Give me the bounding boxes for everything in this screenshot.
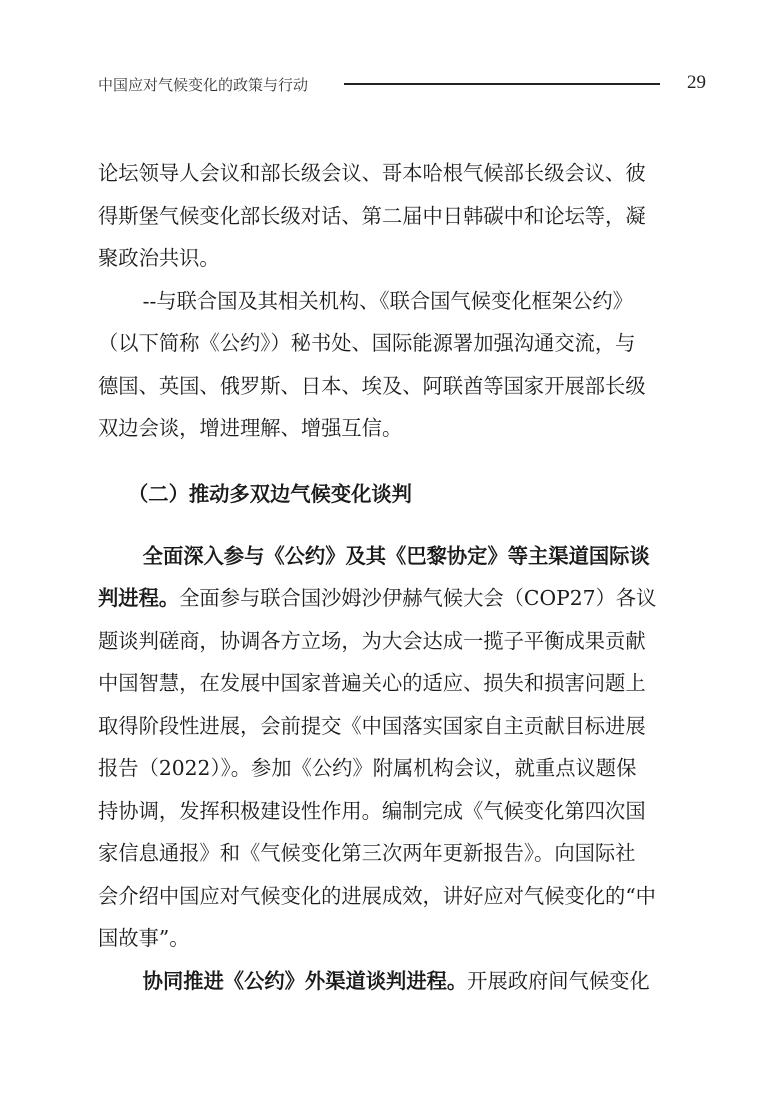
section-heading: （二）推动多双边气候变化谈判 <box>128 481 412 506</box>
page-number: 29 <box>687 72 706 93</box>
text-line <box>98 577 688 620</box>
text-line: 德国、英国、俄罗斯、日本、埃及、阿联酋等国家开展部长级 <box>98 373 646 398</box>
text-span: 开展政府间气候变化 <box>467 968 650 993</box>
text-line: 中国智慧，在发展中国家普遍关心的适应、损失和损害问题上 <box>98 671 646 695</box>
header-rule <box>344 83 660 85</box>
running-title: 中国应对气候变化的政策与行动 <box>98 76 309 94</box>
page-header <box>98 70 706 100</box>
text-line: 论坛领导人会议和部长级会议、哥本哈根气候部长级会议、彼 <box>98 161 646 185</box>
text-line <box>98 960 688 1003</box>
text-line: 持协调，发挥积极建设性作用。编制完成《气候变化第四次国 <box>98 798 646 823</box>
text-line: 报告（2022）》。参加《公约》附属机构会议，就重点议题保 <box>98 756 637 780</box>
text-line: （以下简称《公约》）秘书处、国际能源署加强沟通交流，与 <box>98 331 636 355</box>
text-line: 聚政治共识。 <box>98 246 220 270</box>
text-span: 全面参与联合国沙姆沙伊赫气候大会（COP27）各议 <box>179 586 657 610</box>
text-line: --与联合国及其相关机构、《联合国气候变化框架公约》 <box>142 288 633 313</box>
text-line: 双边会谈，增进理解、增强互信。 <box>98 416 403 440</box>
para-lead-bold-end: 判进程。 <box>98 586 180 610</box>
text-line: 会介绍中国应对气候变化的进展成效，讲好应对气候变化的“中 <box>98 883 656 908</box>
text-line: 取得阶段性进展，会前提交《中国落实国家自主贡献目标进展 <box>98 713 646 738</box>
document-body <box>98 152 688 1002</box>
text-line: 题谈判磋商，协调各方立场，为大会达成一揽子平衡成果贡献 <box>98 628 646 653</box>
para-lead-bold: 协同推进《公约》外渠道谈判进程。 <box>142 968 468 993</box>
text-line: 国故事”。 <box>98 926 190 950</box>
text-line: 得斯堡气候变化部长级对话、第二届中日韩碳中和论坛等，凝 <box>98 203 646 228</box>
text-line: 家信息通报》和《气候变化第三次两年更新报告》。向国际社 <box>98 841 636 865</box>
para-lead-bold: 全面深入参与《公约》及其《巴黎协定》等主渠道国际谈 <box>142 543 650 568</box>
